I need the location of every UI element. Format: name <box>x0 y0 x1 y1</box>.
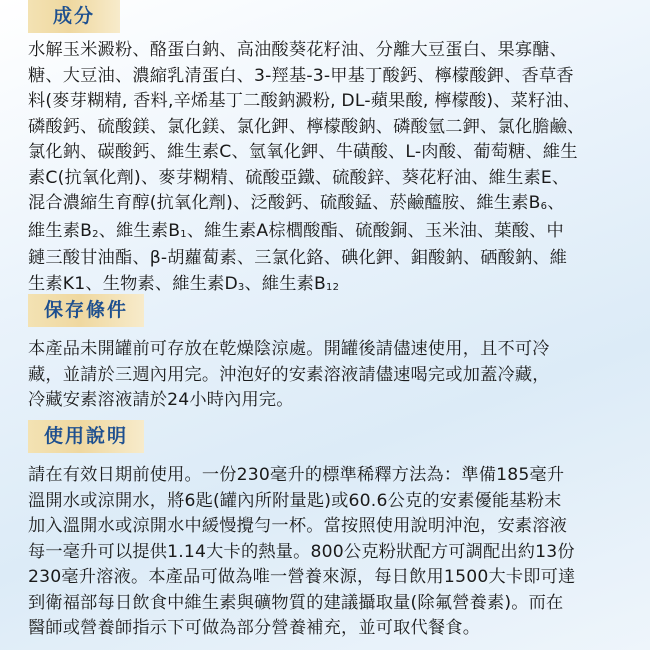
text-line: 冷藏安素溶液請於24小時內用完。 <box>28 390 294 410</box>
text-line: 230毫升溶液。本產品可做為唯一營養來源，每日飲用1500大卡即可達 <box>28 567 576 587</box>
usage-text <box>28 463 633 642</box>
text-line: 溫開水或涼開水，將6匙(罐內所附量匙)或60.6公克的安素優能基粉末 <box>28 490 562 511</box>
text-line: 到衛福部每日飲食中維生素與礦物質的建議攝取量(除氟營養素)。而在 <box>28 592 564 613</box>
text-line: 素C(抗氧化劑)、麥芽糊精、硫酸亞鐵、硫酸鋅、葵花籽油、維生素E、 <box>28 167 570 188</box>
text-line: 鏈三酸甘油酯、β-胡蘿蔔素、三氯化鉻、碘化鉀、鉬酸鈉、硒酸鈉、維 <box>28 248 568 268</box>
text-line: 料(麥芽糊精, 香料,辛烯基丁二酸鈉澱粉, DL-蘋果酸, 檸檬酸)、菜籽油、 <box>28 91 581 111</box>
text-line: 氯化鈉、碳酸鈣、維生素C、氫氧化鉀、牛磺酸、L-肉酸、葡萄糖、維生 <box>28 142 578 162</box>
usage-section <box>28 420 633 642</box>
text-line: 生素K1、生物素、維生素$D_3$、維生素$B_{12}$ <box>28 273 340 294</box>
text-line: 醫師或營養師指示下可做為部分營養補充，並可取代餐食。 <box>28 618 481 638</box>
storage-text <box>28 337 633 414</box>
text-line: 水解玉米澱粉、酪蛋白鈉、高油酸葵花籽油、分離大豆蛋白、果寡醣、 <box>28 40 568 60</box>
text-line: 每一毫升可以提供1.14大卡的熱量。800公克粉狀配方可調配出約13份 <box>28 541 575 562</box>
text-line: 糖、大豆油、濃縮乳清蛋白、3-羥基-3-甲基丁酸鈣、檸檬酸鉀、香草香 <box>28 65 574 86</box>
text-line: 藏，並請於三週內用完。沖泡好的安素溶液請儘速喝完或加蓋冷藏， <box>28 364 550 385</box>
text-line: 請在有效日期前使用。一份230毫升的標準稀釋方法為：準備185毫升 <box>28 465 565 485</box>
usage-heading: 使用說明 <box>28 420 144 453</box>
storage-section <box>28 294 633 414</box>
text-line: 本產品未開罐前可存放在乾燥陰涼處。開罐後請儘速使用，且不可冷 <box>28 339 550 359</box>
storage-heading: 保存條件 <box>28 294 144 327</box>
ingredients-section <box>28 0 633 299</box>
ingredients-heading: 成分 <box>28 0 120 33</box>
text-line: 磷酸鈣、硫酸鎂、氯化鎂、氯化鉀、檸檬酸鈉、磷酸氫二鉀、氯化膽鹼、 <box>28 116 585 137</box>
text-line: 混合濃縮生育醇(抗氧化劑)、泛酸鈣、硫酸錳、菸鹼醯胺、維生素$B_6$、 <box>28 193 565 213</box>
text-line: 加入溫開水或涼開水中緩慢攪勻一杯。當按照使用說明沖泡，安素溶液 <box>28 516 568 536</box>
text-line: 維生素$B_2$、維生素$B_1$、維生素A棕櫚酸酯、硫酸銅、玉米油、葉酸、中 <box>28 220 564 241</box>
ingredients-text <box>28 38 633 299</box>
